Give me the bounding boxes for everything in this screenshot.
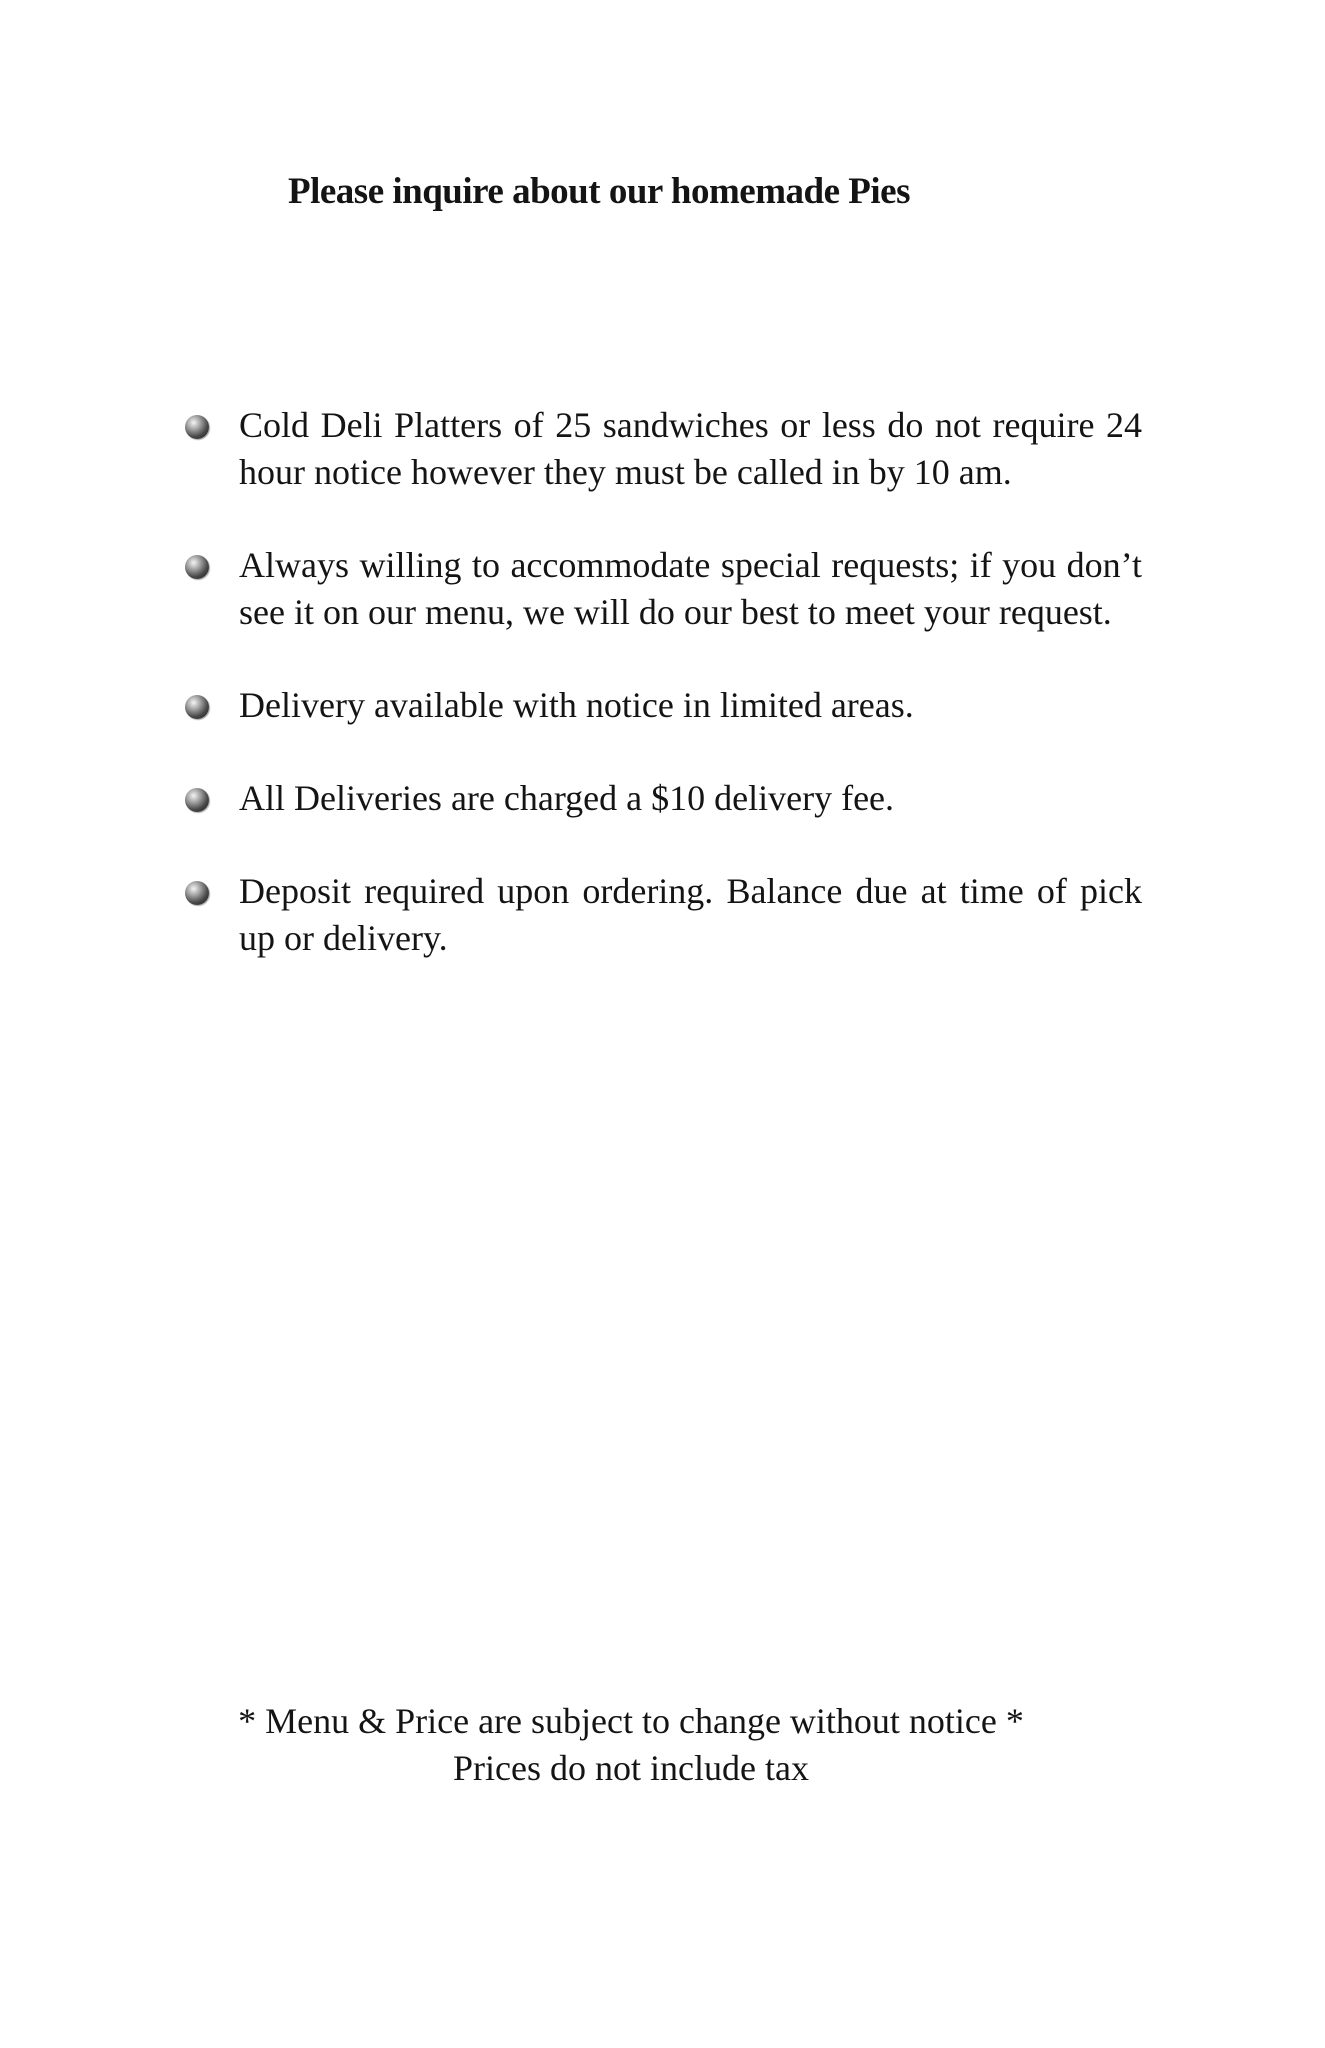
- price-change-notice: * Menu & Price are subject to change without notice *: [238, 1701, 1024, 1741]
- policy-notes-list: [182, 402, 1142, 1008]
- policy-note: [182, 775, 1142, 822]
- pies-headline: Please inquire about our homemade Pies: [288, 171, 910, 212]
- policy-note: [182, 682, 1142, 729]
- sphere-bullet-icon: [185, 788, 209, 812]
- sphere-bullet-icon: [185, 555, 209, 579]
- sphere-bullet-icon: [185, 881, 209, 905]
- sphere-bullet-icon: [185, 415, 209, 439]
- footer-disclaimer: [0, 1698, 1262, 1792]
- policy-note-text: Deposit required upon ordering. Balance due at time of pick up or delivery.: [239, 871, 1142, 958]
- policy-note-text: Cold Deli Platters of 25 sandwiches or less do not require 24 hour notice however they must be called in by 10 am.: [239, 405, 1142, 492]
- sphere-bullet-icon: [185, 695, 209, 719]
- policy-note: [182, 868, 1142, 962]
- policy-note-text: All Deliveries are charged a $10 delivery fee.: [239, 778, 895, 818]
- policy-note-text: Always willing to accommodate special requests; if you don’t see it on our menu, we will do our best to meet your request.: [239, 545, 1142, 632]
- policy-note: [182, 402, 1142, 496]
- policy-note-text: Delivery available with notice in limited areas.: [239, 685, 914, 725]
- tax-notice: Prices do not include tax: [453, 1748, 809, 1788]
- policy-note: [182, 542, 1142, 636]
